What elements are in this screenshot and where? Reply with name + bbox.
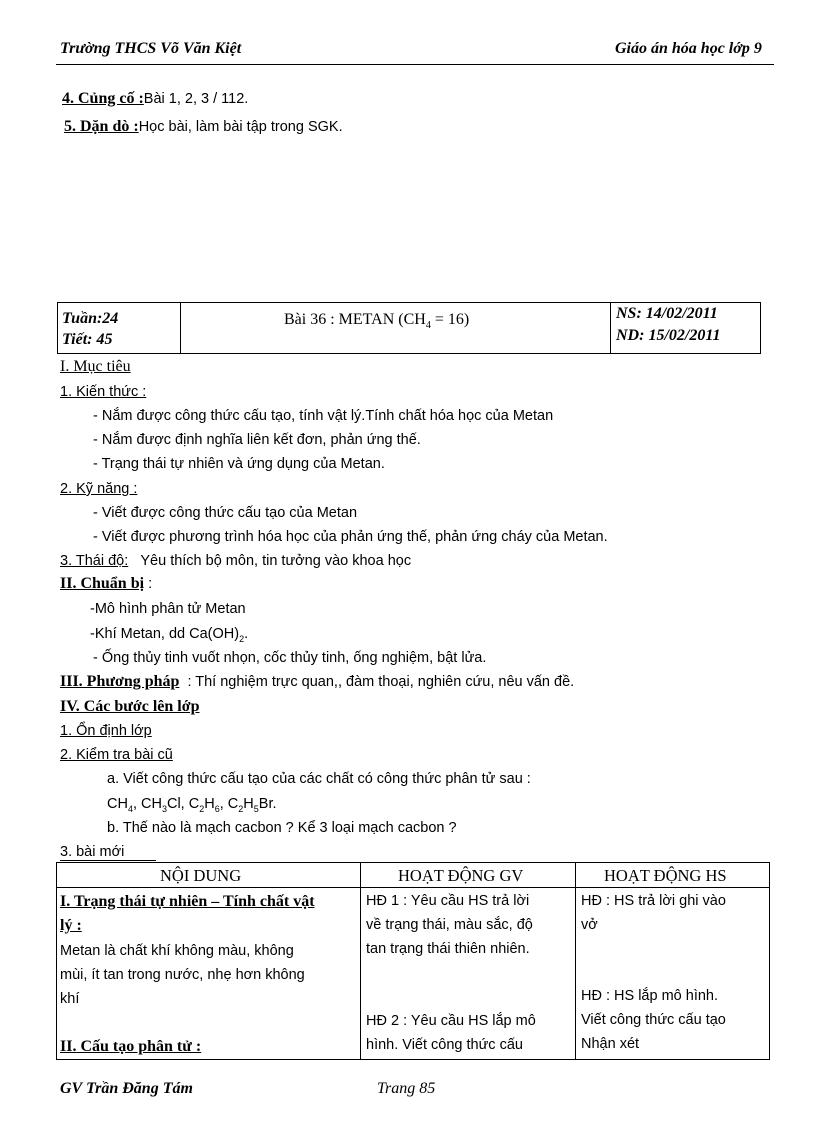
- table-col-divider-2: [575, 862, 576, 1060]
- step-2: 2. Kiểm tra bài cũ: [60, 747, 173, 763]
- formula-part: , C: [219, 796, 239, 812]
- footer-page: Trang 85: [377, 1080, 436, 1097]
- gv-activity-2-line-1: HĐ 2 : Yêu cầu HS lắp mô: [366, 1013, 536, 1029]
- skills-item-2: - Viết được phương trình hóa học của phản ứng thế, phản ứng cháy của Metan.: [93, 529, 608, 545]
- formula-sub: 5: [253, 803, 259, 814]
- th-student: HOẠT ĐỘNG HS: [604, 866, 727, 885]
- prep-item-3: - Ống thủy tinh vuốt nhọn, cốc thủy tinh, ống nghiệm, bật lửa.: [93, 650, 487, 666]
- section-1-heading-a: I. Trạng thái tự nhiên – Tính chất vật: [60, 893, 315, 910]
- hs-activity-1-line-1: HĐ : HS trả lời ghi vào: [581, 893, 726, 909]
- formula-part: CH: [107, 796, 128, 812]
- preparation-colon: :: [144, 576, 153, 592]
- knowledge-item-1: - Nắm được công thức cấu tạo, tính vật lý.Tính chất hóa học của Metan: [93, 408, 554, 424]
- formula-sub: 2: [199, 803, 205, 814]
- th-content: NỘI DUNG: [160, 866, 242, 885]
- step-3: 3. bài mới: [60, 844, 125, 860]
- prep-item-2-sub: 2: [239, 633, 245, 644]
- knowledge-label: 1. Kiến thức :: [60, 384, 147, 400]
- prep-item-1: -Mô hình phân tử Metan: [90, 601, 246, 617]
- lesson-box-divider-1: [180, 302, 181, 354]
- formula-sub: 4: [127, 803, 133, 814]
- table-col-divider-1: [360, 862, 361, 1060]
- homework-text: Học bài, làm bài tập trong SGK.: [138, 119, 343, 135]
- section-1-line-3: khí: [60, 991, 80, 1007]
- section-2-heading: II. Cấu tạo phân tử :: [60, 1038, 202, 1055]
- consolidate-text: Bài 1, 2, 3 / 112.: [143, 91, 249, 107]
- hs-activity-2-line-2: Viết công thức cấu tạo: [581, 1012, 726, 1028]
- section-1-line-1: Metan là chất khí không màu, không: [60, 943, 294, 959]
- hs-activity-2-line-3: Nhận xét: [581, 1036, 640, 1052]
- header-rule: [56, 64, 774, 65]
- formula-part: Cl, C: [166, 796, 200, 812]
- hs-activity-2-line-1: HĐ : HS lắp mô hình.: [581, 988, 718, 1004]
- formula-sub: 2: [238, 803, 244, 814]
- homework-line: [64, 118, 343, 136]
- header-school: Trường THCS Võ Văn Kiệt: [60, 40, 242, 57]
- step-1: 1. Ổn định lớp: [60, 723, 152, 739]
- attitude-label: 3. Thái độ:: [60, 553, 129, 569]
- table-header-rule: [56, 887, 770, 888]
- formula-sub: 3: [161, 803, 167, 814]
- gv-activity-1-line-1: HĐ 1 : Yêu cầu HS trả lời: [366, 893, 530, 909]
- attitude-text: Yêu thích bộ môn, tin tưởng vào khoa học: [140, 553, 412, 569]
- consolidate-label: 4. Củng cố :: [62, 90, 144, 107]
- skills-item-1: - Viết được công thức cấu tạo của Metan: [93, 505, 358, 521]
- period: Tiết: 45: [62, 331, 113, 348]
- gv-activity-2-line-2: hình. Viết công thức cấu: [366, 1037, 523, 1053]
- formula-part: , CH: [132, 796, 162, 812]
- prep-item-2: [90, 626, 248, 644]
- attitude-line: [60, 553, 411, 569]
- lesson-title-sub: 4: [425, 320, 431, 332]
- question-b: b. Thế nào là mạch cacbon ? Kể 3 loại mạch cacbon ?: [107, 820, 457, 836]
- formula-part: H: [243, 796, 254, 812]
- formula-part: Br.: [258, 796, 277, 812]
- knowledge-item-3: - Trạng thái tự nhiên và ứng dụng của Metan.: [93, 456, 385, 472]
- knowledge-item-2: - Nắm được định nghĩa liên kết đơn, phản ứng thế.: [93, 432, 421, 448]
- formula-sub: 6: [214, 803, 220, 814]
- gv-activity-1-line-3: tan trạng thái thiên nhiên.: [366, 941, 530, 957]
- method-text: : Thí nghiệm trực quan,, đàm thoại, nghiên cứu, nêu vấn đề.: [187, 674, 575, 690]
- lesson-title: [284, 311, 469, 331]
- objectives-heading: I. Mục tiêu: [60, 358, 131, 375]
- nd-date: ND: 15/02/2011: [616, 327, 721, 344]
- skills-label: 2. Kỹ năng :: [60, 481, 138, 497]
- section-1-heading-b: lý :: [60, 917, 82, 934]
- hs-activity-1-line-2: vở: [581, 917, 598, 933]
- consolidate-line: [62, 90, 248, 108]
- homework-label: 5. Dặn dò :: [64, 118, 139, 135]
- gv-activity-1-line-2: về trạng thái, màu sắc, độ: [366, 917, 533, 933]
- preparation-heading-line: [60, 575, 152, 593]
- method-line: [60, 673, 574, 691]
- method-heading: III. Phương pháp: [60, 673, 180, 690]
- footer-teacher: GV Trần Đăng Tám: [60, 1080, 193, 1097]
- preparation-heading: II. Chuẩn bị: [60, 575, 145, 592]
- week: Tuần:24: [62, 310, 119, 327]
- lesson-title-suffix: = 16): [430, 311, 470, 328]
- steps-heading: IV. Các bước lên lớp: [60, 698, 200, 715]
- prep-item-2-end: .: [244, 626, 249, 642]
- section-1-line-2: mùi, ít tan trong nước, nhẹ hơn không: [60, 967, 305, 983]
- lesson-table: [56, 862, 770, 1060]
- step-3-underline: [60, 860, 156, 861]
- question-a: a. Viết công thức cấu tạo của các chất có công thức phân tử sau :: [107, 771, 531, 787]
- formulas: [107, 796, 277, 814]
- header-subject: Giáo án hóa học lớp 9: [615, 40, 762, 57]
- prep-item-2-text: -Khí Metan, dd Ca(OH): [90, 626, 240, 642]
- th-teacher: HOẠT ĐỘNG GV: [398, 866, 524, 885]
- lesson-box-divider-2: [610, 302, 611, 354]
- lesson-title-prefix: Bài 36 : METAN (CH: [284, 311, 426, 328]
- formula-part: H: [204, 796, 215, 812]
- ns-date: NS: 14/02/2011: [616, 305, 718, 322]
